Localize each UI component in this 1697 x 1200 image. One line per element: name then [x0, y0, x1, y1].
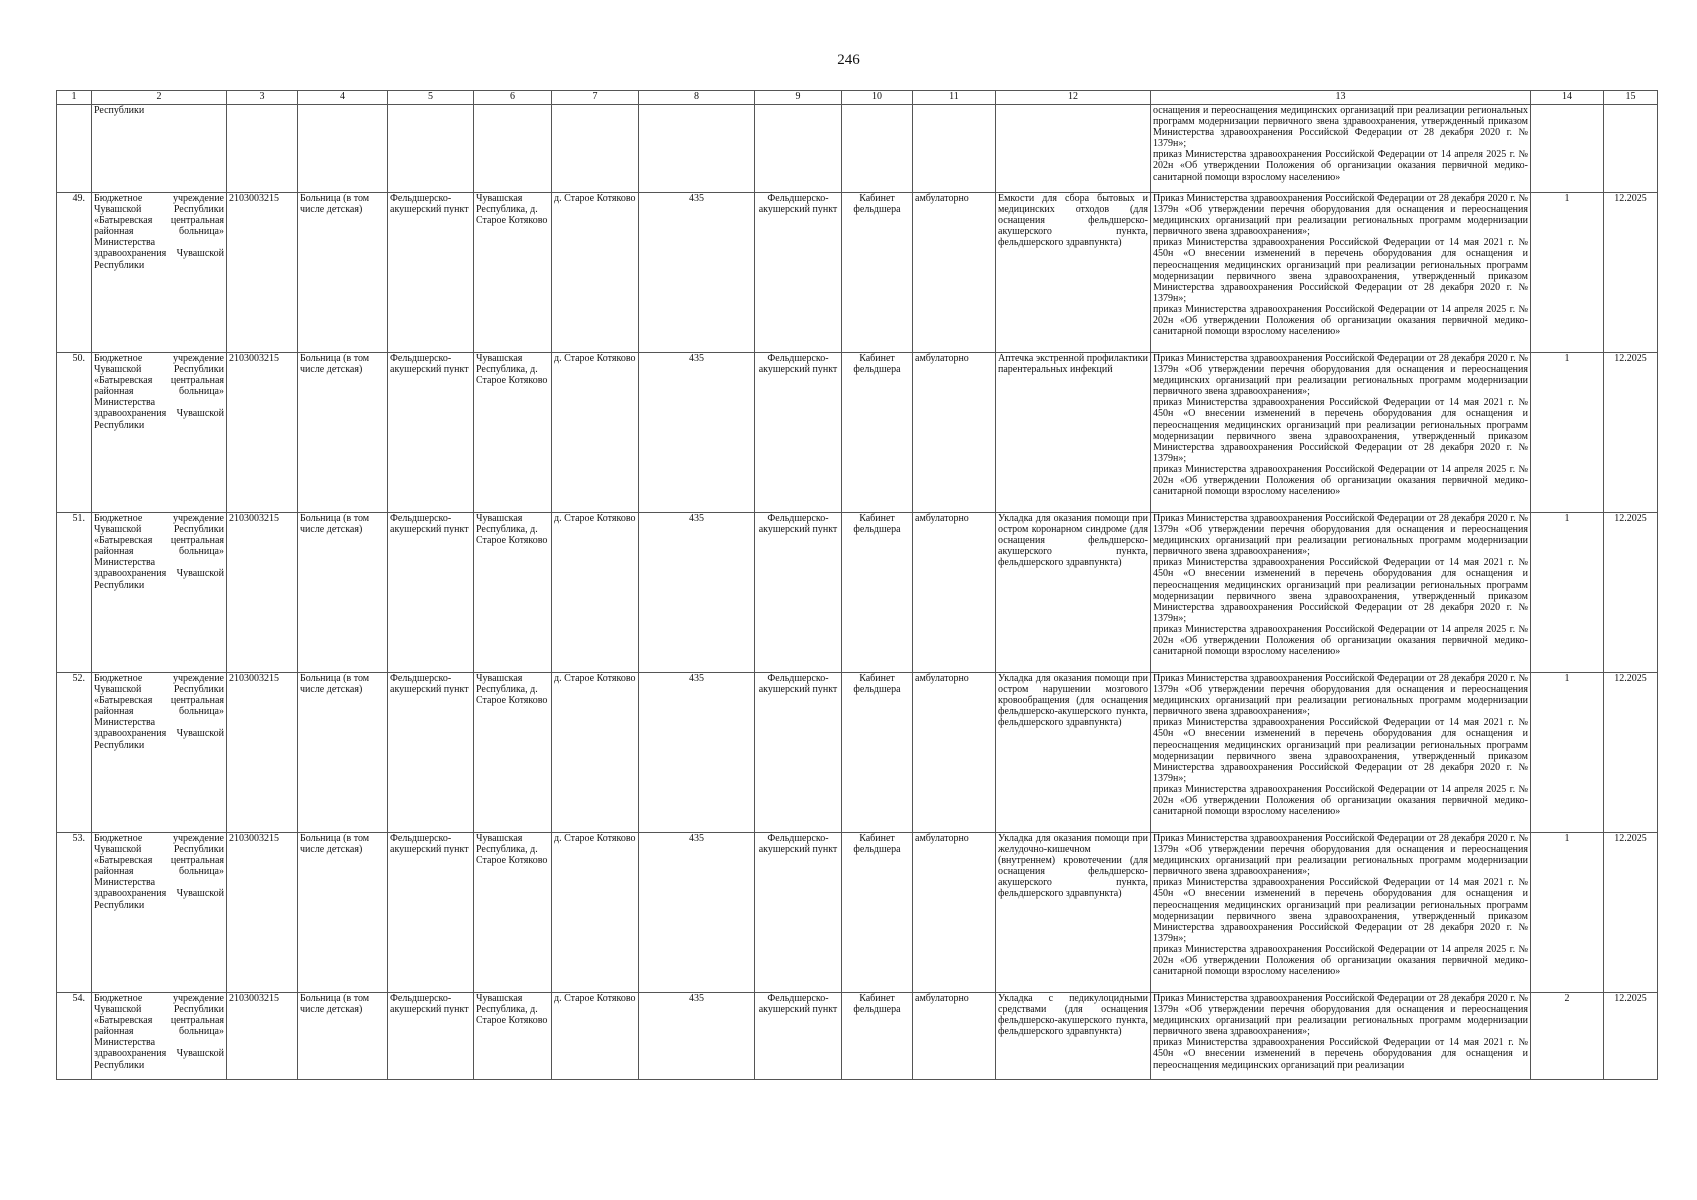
cell-date: 12.2025	[1604, 993, 1658, 1080]
column-header: 1	[57, 91, 92, 105]
cell-quantity: 1	[1531, 513, 1604, 673]
cell-quantity: 2	[1531, 993, 1604, 1080]
table-body	[57, 105, 1658, 1080]
column-header: 2	[92, 91, 227, 105]
cell-quantity: 1	[1531, 193, 1604, 353]
cell-room: Кабинет фельдшера	[842, 833, 913, 993]
column-header: 12	[996, 91, 1151, 105]
cell-population: 435	[639, 993, 755, 1080]
cell-address: д. Старое Котяково	[552, 993, 639, 1080]
table-row	[57, 193, 1658, 353]
cell-organization: Республики	[92, 105, 227, 193]
cell-basis: Приказ Министерства здравоохранения Российской Федерации от 28 декабря 2020 г. № 1379н «Об утверждении перечня оборудования для оснащения и переоснащения медицинских организаций при реализации региональных программ модернизации первичного звена здравоохранения»; приказ Министерства здравоохранения Российской Федерации от 14 мая 2021 г. № 450н «О внесении изменений в перечень оборудования для оснащения и переоснащения медицинских организаций при реализации региональных программ модернизации первичного звена здравоохранения, утвержденный приказом Министерства здравоохранения Российской Федерации от 28 декабря 2020 г. № 1379н»; приказ Министерства здравоохранения Российской Федерации от 14 апреля 2025 г. № 202н «Об утверждении Положения об организации оказания первичной медико-санитарной помощи взрослому населению»	[1151, 673, 1531, 833]
cell-address: д. Старое Котяково	[552, 513, 639, 673]
cell-address: д. Старое Котяково	[552, 353, 639, 513]
cell-inn: 2103003215	[227, 193, 298, 353]
table-row	[57, 833, 1658, 993]
cell-basis: Приказ Министерства здравоохранения Российской Федерации от 28 декабря 2020 г. № 1379н «Об утверждении перечня оборудования для оснащения и переоснащения медицинских организаций при реализации региональных программ модернизации первичного звена здравоохранения»; приказ Министерства здравоохранения Российской Федерации от 14 мая 2021 г. № 450н «О внесении изменений в перечень оборудования для оснащения и переоснащения медицинских организаций при реализации региональных программ модернизации первичного звена здравоохранения, утвержденный приказом Министерства здравоохранения Российской Федерации от 28 декабря 2020 г. № 1379н»; приказ Министерства здравоохранения Российской Федерации от 14 апреля 2025 г. № 202н «Об утверждении Положения об организации оказания первичной медико-санитарной помощи взрослому населению»	[1151, 353, 1531, 513]
cell-date: 12.2025	[1604, 193, 1658, 353]
cell-number	[57, 105, 92, 193]
cell-inn: 2103003215	[227, 353, 298, 513]
column-number-row	[57, 91, 1658, 105]
cell-address: д. Старое Котяково	[552, 673, 639, 833]
cell-equipment: Аптечка экстренной профилактики парентеральных инфекций	[996, 353, 1151, 513]
cell-unit: Фельдшерско-акушерский пункт	[388, 673, 474, 833]
cell-region: Чувашская Республика, д. Старое Котяково	[474, 353, 552, 513]
column-header: 14	[1531, 91, 1604, 105]
cell-equipment: Укладка для оказания помощи при остром нарушении мозгового кровообращения (для оснащения фельдшерско-акушерского пункта, фельдшерского здравпункта)	[996, 673, 1151, 833]
cell-population: 435	[639, 193, 755, 353]
column-header: 13	[1151, 91, 1531, 105]
table-row	[57, 513, 1658, 673]
cell-organization: Бюджетное учреждение Чувашской Республики «Батыревская центральная районная больница» Министерства здравоохранения Чувашской Республики	[92, 833, 227, 993]
cell-mode	[913, 105, 996, 193]
cell-type: Больница (в том числе детская)	[298, 353, 388, 513]
cell-mode: амбулаторно	[913, 193, 996, 353]
cell-inn	[227, 105, 298, 193]
cell-population: 435	[639, 833, 755, 993]
cell-department: Фельдшерско-акушерский пункт	[755, 513, 842, 673]
cell-type	[298, 105, 388, 193]
cell-number: 53.	[57, 833, 92, 993]
cell-date	[1604, 105, 1658, 193]
cell-organization: Бюджетное учреждение Чувашской Республики «Батыревская центральная районная больница» Министерства здравоохранения Чувашской Республики	[92, 513, 227, 673]
column-header: 7	[552, 91, 639, 105]
cell-address: д. Старое Котяково	[552, 193, 639, 353]
cell-mode: амбулаторно	[913, 833, 996, 993]
table-row	[57, 993, 1658, 1080]
cell-inn: 2103003215	[227, 513, 298, 673]
cell-region	[474, 105, 552, 193]
cell-number: 52.	[57, 673, 92, 833]
cell-department: Фельдшерско-акушерский пункт	[755, 833, 842, 993]
cell-type: Больница (в том числе детская)	[298, 833, 388, 993]
cell-unit: Фельдшерско-акушерский пункт	[388, 833, 474, 993]
cell-quantity: 1	[1531, 673, 1604, 833]
cell-date: 12.2025	[1604, 833, 1658, 993]
cell-population: 435	[639, 353, 755, 513]
cell-basis: оснащения и переоснащения медицинских организаций при реализации региональных программ модернизации первичного звена здравоохранения, утвержденный приказом Министерства здравоохранения Российской Федерации от 28 декабря 2020 г. № 1379н»; приказ Министерства здравоохранения Российской Федерации от 14 апреля 2025 г. № 202н «Об утверждении Положения об организации оказания первичной медико-санитарной помощи взрослому населению»	[1151, 105, 1531, 193]
cell-type: Больница (в том числе детская)	[298, 673, 388, 833]
column-header: 9	[755, 91, 842, 105]
cell-department: Фельдшерско-акушерский пункт	[755, 353, 842, 513]
cell-date: 12.2025	[1604, 673, 1658, 833]
cell-mode: амбулаторно	[913, 353, 996, 513]
cell-number: 49.	[57, 193, 92, 353]
cell-type: Больница (в том числе детская)	[298, 993, 388, 1080]
cell-population: 435	[639, 513, 755, 673]
cell-number: 51.	[57, 513, 92, 673]
cell-date: 12.2025	[1604, 353, 1658, 513]
cell-inn: 2103003215	[227, 993, 298, 1080]
cell-population: 435	[639, 673, 755, 833]
page-number: 246	[837, 52, 860, 68]
column-header: 3	[227, 91, 298, 105]
cell-number: 54.	[57, 993, 92, 1080]
column-header: 4	[298, 91, 388, 105]
cell-mode: амбулаторно	[913, 673, 996, 833]
column-header: 15	[1604, 91, 1658, 105]
cell-basis: Приказ Министерства здравоохранения Российской Федерации от 28 декабря 2020 г. № 1379н «Об утверждении перечня оборудования для оснащения и переоснащения медицинских организаций при реализации региональных программ модернизации первичного звена здравоохранения»; приказ Министерства здравоохранения Российской Федерации от 14 мая 2021 г. № 450н «О внесении изменений в перечень оборудования для оснащения и переоснащения медицинских организаций при реализации региональных программ модернизации первичного звена здравоохранения, утвержденный приказом Министерства здравоохранения Российской Федерации от 28 декабря 2020 г. № 1379н»; приказ Министерства здравоохранения Российской Федерации от 14 апреля 2025 г. № 202н «Об утверждении Положения об организации оказания первичной медико-санитарной помощи взрослому населению»	[1151, 833, 1531, 993]
cell-unit: Фельдшерско-акушерский пункт	[388, 353, 474, 513]
cell-equipment: Емкости для сбора бытовых и медицинских отходов (для оснащения фельдшерско-акушерского пункта, фельдшерского здравпункта)	[996, 193, 1151, 353]
cell-room: Кабинет фельдшера	[842, 673, 913, 833]
cell-room	[842, 105, 913, 193]
column-header: 5	[388, 91, 474, 105]
cell-room: Кабинет фельдшера	[842, 193, 913, 353]
table-row	[57, 673, 1658, 833]
cell-room: Кабинет фельдшера	[842, 513, 913, 673]
equipment-table	[56, 90, 1658, 1080]
cell-address	[552, 105, 639, 193]
cell-department: Фельдшерско-акушерский пункт	[755, 993, 842, 1080]
cell-basis: Приказ Министерства здравоохранения Российской Федерации от 28 декабря 2020 г. № 1379н «Об утверждении перечня оборудования для оснащения и переоснащения медицинских организаций при реализации региональных программ модернизации первичного звена здравоохранения»; приказ Министерства здравоохранения Российской Федерации от 14 мая 2021 г. № 450н «О внесении изменений в перечень оборудования для оснащения и переоснащения медицинских организаций при реализации региональных программ модернизации первичного звена здравоохранения, утвержденный приказом Министерства здравоохранения Российской Федерации от 28 декабря 2020 г. № 1379н»; приказ Министерства здравоохранения Российской Федерации от 14 апреля 2025 г. № 202н «Об утверждении Положения об организации оказания первичной медико-санитарной помощи взрослому населению»	[1151, 193, 1531, 353]
cell-mode: амбулаторно	[913, 513, 996, 673]
cell-quantity: 1	[1531, 353, 1604, 513]
cell-region: Чувашская Республика, д. Старое Котяково	[474, 193, 552, 353]
cell-equipment: Укладка с педикулоцидными средствами (для оснащения фельдшерско-акушерского пункта, фельдшерского здравпункта)	[996, 993, 1151, 1080]
cell-quantity: 1	[1531, 833, 1604, 993]
cell-unit	[388, 105, 474, 193]
cell-population	[639, 105, 755, 193]
cell-inn: 2103003215	[227, 833, 298, 993]
cell-room: Кабинет фельдшера	[842, 993, 913, 1080]
column-header: 6	[474, 91, 552, 105]
cell-equipment	[996, 105, 1151, 193]
continuation-row	[57, 105, 1658, 193]
cell-quantity	[1531, 105, 1604, 193]
column-header: 11	[913, 91, 996, 105]
cell-department: Фельдшерско-акушерский пункт	[755, 673, 842, 833]
cell-number: 50.	[57, 353, 92, 513]
cell-date: 12.2025	[1604, 513, 1658, 673]
cell-basis: Приказ Министерства здравоохранения Российской Федерации от 28 декабря 2020 г. № 1379н «Об утверждении перечня оборудования для оснащения и переоснащения медицинских организаций при реализации региональных программ модернизации первичного звена здравоохранения»; приказ Министерства здравоохранения Российской Федерации от 14 мая 2021 г. № 450н «О внесении изменений в перечень оборудования для оснащения и переоснащения медицинских организаций при реализации региональных программ модернизации первичного звена здравоохранения, утвержденный приказом Министерства здравоохранения Российской Федерации от 28 декабря 2020 г. № 1379н»; приказ Министерства здравоохранения Российской Федерации от 14 апреля 2025 г. № 202н «Об утверждении Положения об организации оказания первичной медико-санитарной помощи взрослому населению»	[1151, 513, 1531, 673]
cell-region: Чувашская Республика, д. Старое Котяково	[474, 513, 552, 673]
table-row	[57, 353, 1658, 513]
cell-address: д. Старое Котяково	[552, 833, 639, 993]
cell-inn: 2103003215	[227, 673, 298, 833]
cell-type: Больница (в том числе детская)	[298, 193, 388, 353]
cell-region: Чувашская Республика, д. Старое Котяково	[474, 673, 552, 833]
cell-organization: Бюджетное учреждение Чувашской Республики «Батыревская центральная районная больница» Министерства здравоохранения Чувашской Республики	[92, 353, 227, 513]
cell-region: Чувашская Республика, д. Старое Котяково	[474, 993, 552, 1080]
cell-organization: Бюджетное учреждение Чувашской Республики «Батыревская центральная районная больница» Министерства здравоохранения Чувашской Республики	[92, 193, 227, 353]
cell-unit: Фельдшерско-акушерский пункт	[388, 513, 474, 673]
cell-region: Чувашская Республика, д. Старое Котяково	[474, 833, 552, 993]
column-header: 8	[639, 91, 755, 105]
column-header: 10	[842, 91, 913, 105]
cell-equipment: Укладка для оказания помощи при остром коронарном синдроме (для оснащения фельдшерско-акушерского пункта, фельдшерского здравпункта)	[996, 513, 1151, 673]
cell-organization: Бюджетное учреждение Чувашской Республики «Батыревская центральная районная больница» Министерства здравоохранения Чувашской Республики	[92, 993, 227, 1080]
cell-organization: Бюджетное учреждение Чувашской Республики «Батыревская центральная районная больница» Министерства здравоохранения Чувашской Республики	[92, 673, 227, 833]
cell-basis: Приказ Министерства здравоохранения Российской Федерации от 28 декабря 2020 г. № 1379н «Об утверждении перечня оборудования для оснащения и переоснащения медицинских организаций при реализации региональных программ модернизации первичного звена здравоохранения»; приказ Министерства здравоохранения Российской Федерации от 14 мая 2021 г. № 450н «О внесении изменений в перечень оборудования для оснащения и переоснащения медицинских организаций при реализации	[1151, 993, 1531, 1080]
cell-equipment: Укладка для оказания помощи при желудочно-кишечном (внутреннем) кровотечении (для оснащения фельдшерско-акушерского пункта, фельдшерского здравпункта)	[996, 833, 1151, 993]
cell-type: Больница (в том числе детская)	[298, 513, 388, 673]
cell-department	[755, 105, 842, 193]
cell-room: Кабинет фельдшера	[842, 353, 913, 513]
cell-mode: амбулаторно	[913, 993, 996, 1080]
cell-department: Фельдшерско-акушерский пункт	[755, 193, 842, 353]
cell-unit: Фельдшерско-акушерский пункт	[388, 993, 474, 1080]
cell-unit: Фельдшерско-акушерский пункт	[388, 193, 474, 353]
